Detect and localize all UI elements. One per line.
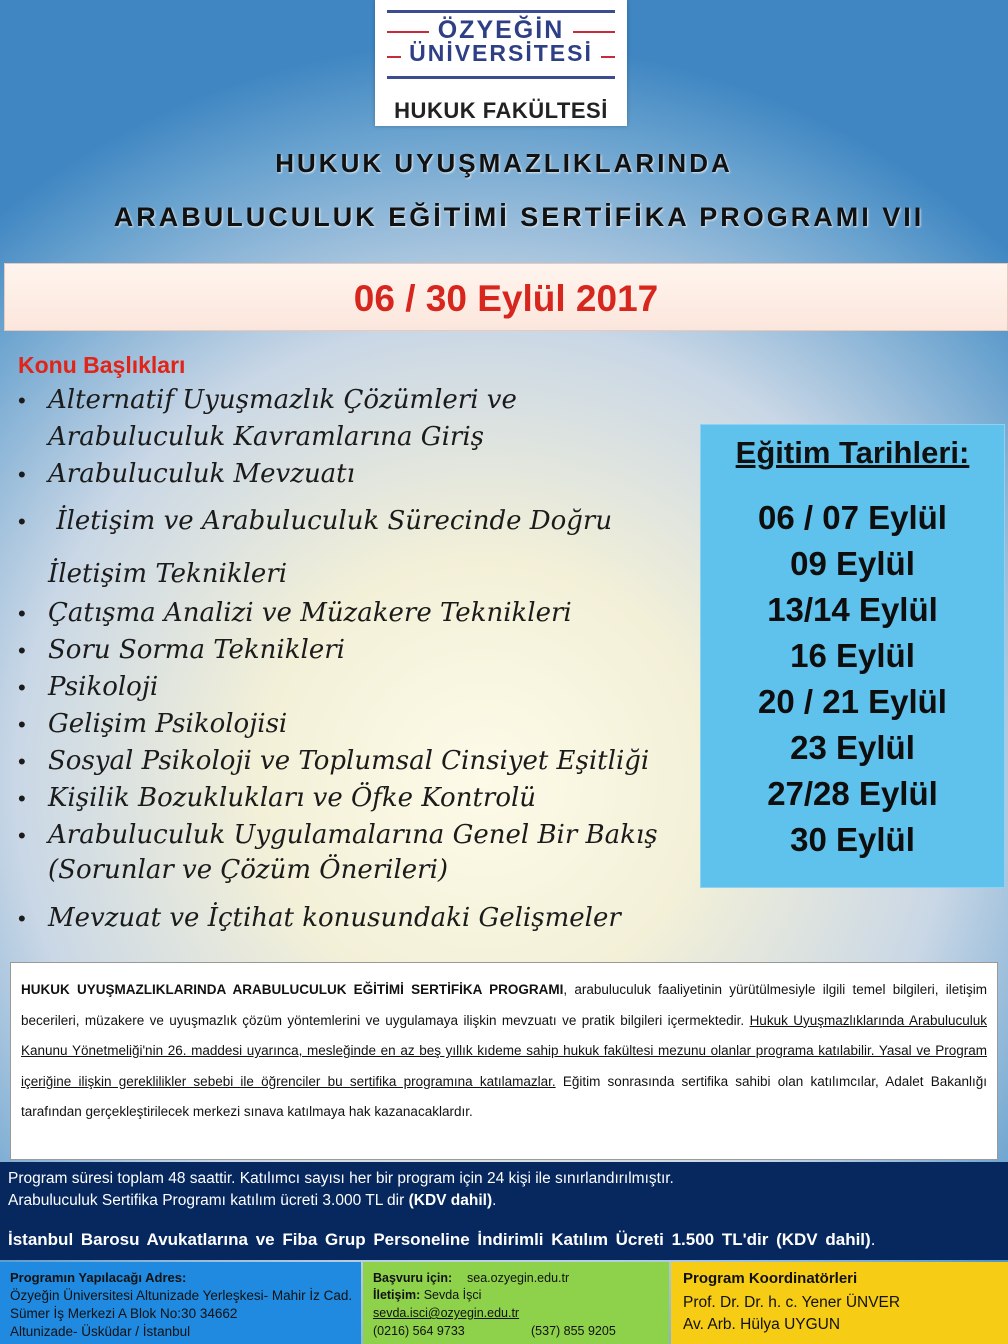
logo-bottom-bar <box>387 76 615 79</box>
topic-item: • Arabuluculuk Mevzuatı <box>18 456 355 493</box>
coordinator-name: Av. Arb. Hülya UYGUN <box>683 1316 841 1333</box>
program-name: HUKUK UYUŞMAZLIKLARINDA ARABULUCULUK EĞİTİMİ SERTİFİKA PROGRAMI <box>21 982 564 997</box>
bullet-icon: • <box>18 712 26 737</box>
training-dates-title: Eğitim Tarihleri: <box>735 435 970 470</box>
topic-item-continued: (Sorunlar ve Çözüm Önerileri) <box>48 855 449 885</box>
topic-item: • Soru Sorma Teknikleri <box>18 632 345 669</box>
training-date: 30 Eylül <box>790 821 915 858</box>
topic-item: • Alternatif Uyuşmazlık Çözümleri ve <box>18 382 517 419</box>
program-info-band <box>0 1162 1008 1260</box>
bullet-icon: • <box>18 601 26 626</box>
title-line1: HUKUK UYUŞMAZLIKLARINDA <box>275 148 733 178</box>
date-range-banner <box>4 263 1008 331</box>
program-description-box <box>10 962 998 1160</box>
topic-item: • Gelişim Psikolojisi <box>18 706 287 743</box>
logo-red-line-right-2 <box>601 56 615 58</box>
topic-item: • İletişim ve Arabuluculuk Sürecinde Doğru <box>18 503 612 540</box>
logo-line2: ÜNİVERSİTESİ <box>409 40 593 66</box>
program-fee: Arabuluculuk Sertifika Programı katılım ücreti 3.000 TL dir (KDV dahil). <box>8 1192 497 1209</box>
university-logo <box>375 0 627 126</box>
coordinators-panel <box>671 1262 1008 1344</box>
topic-item-continued: Arabuluculuk Kavramlarına Giriş <box>48 422 484 452</box>
logo-red-line-left <box>387 31 429 33</box>
contact-email-link[interactable]: sevda.isci@ozyegin.edu.tr <box>373 1306 520 1320</box>
training-date: 27/28 Eylül <box>767 775 938 812</box>
coordinator-name: Prof. Dr. Dr. h. c. Yener ÜNVER <box>683 1294 901 1311</box>
topic-item-continued: İletişim Teknikleri <box>48 559 288 589</box>
program-duration: Program süresi toplam 48 saattir. Katılımcı sayısı her bir program için 24 kişi ile sınırlandırılmıştır. <box>8 1170 674 1187</box>
logo-faculty: HUKUK FAKÜLTESİ <box>394 98 608 123</box>
logo-line1: ÖZYEĞİN <box>437 16 565 44</box>
training-date: 23 Eylül <box>790 729 915 766</box>
logo-red-line-left-2 <box>387 56 401 58</box>
address-line: Özyeğin Üniversitesi Altunizade Yerleşkesi- Mahir İz Cad. <box>10 1288 353 1303</box>
date-range: 06 / 30 Eylül 2017 <box>353 278 659 319</box>
apply-label: Başvuru için: <box>373 1271 453 1285</box>
topic-item: • Kişilik Bozuklukları ve Öfke Kontrolü <box>18 780 536 817</box>
training-date: 09 Eylül <box>790 545 915 582</box>
bullet-icon: • <box>18 906 26 931</box>
bullet-icon: • <box>18 509 26 534</box>
training-dates-box <box>700 424 1005 888</box>
bullet-icon: • <box>18 749 26 774</box>
coordinators-heading: Program Koordinatörleri <box>683 1270 858 1287</box>
title-line2: ARABULUCULUK EĞİTİMİ SERTİFİKA PROGRAMI VII <box>113 202 925 232</box>
contact-phone-1: (0216) 564 9733 <box>373 1324 465 1338</box>
logo-top-bar <box>387 10 615 13</box>
training-date: 20 / 21 Eylül <box>758 683 947 720</box>
address-heading: Programın Yapılacağı Adres: <box>10 1270 187 1285</box>
topic-item: • Mevzuat ve İçtihat konusundaki Gelişmeler <box>18 900 621 937</box>
topic-item: • Sosyal Psikoloji ve Toplumsal Cinsiyet Eşitliği <box>18 743 649 780</box>
eligibility-note: Hukuk Uyuşmazlıklarında Arabuluculuk Kanunu Yönetmeliği'nin 26. maddesi uyarınca, mesleğinde en az beş yıllık kıdeme sahip hukuk fakültesi mezunu olanlar programa katılabilir. Yasal ve Program içeriğine ilişkin gereklilikler sebebi ile öğrenciler bu sertifika programına katılamazlar. <box>21 1012 987 1089</box>
logo-red-line-right <box>573 31 615 33</box>
bullet-icon: • <box>18 786 26 811</box>
address-panel <box>0 1262 361 1344</box>
address-line: Altunizade- Üsküdar / İstanbul <box>10 1324 191 1339</box>
training-date: 06 / 07 Eylül <box>758 499 947 536</box>
program-description: HUKUK UYUŞMAZLIKLARINDA ARABULUCULUK EĞİTİMİ SERTİFİKA PROGRAMI, arabuluculuk faaliyetinin yürütülmesiyle ilgili temel bilgileri, iletişim becerileri, müzakere ve uyuşmazlık çözüm yöntemlerini ve uygulamaya ilişkin mevzuatı ve pratik bilgileri içermektedir. Hukuk Uyuşmazlıklarında Arabuluculuk Kanunu Yönetmeliği'nin 26. maddesi uyarınca, mesleğinde en az beş yıllık kıdeme sahip hukuk fakültesi mezunu olanlar programa katılabilir. Yasal ve Program içeriğine ilişkin gereklilikler sebebi ile öğrenciler bu sertifika programına katılamazlar. Eğitim sonrasında sertifika sahibi olan katılımcılar, Adalet Bakanlığı tarafından gerçekleştirilecek merkezi sınava katılmaya hak kazanacaklardır. <box>21 982 988 1119</box>
bullet-icon: • <box>18 823 26 848</box>
training-date: 16 Eylül <box>790 637 915 674</box>
bullet-icon: • <box>18 638 26 663</box>
bullet-icon: • <box>18 388 26 413</box>
discounted-fee: İstanbul Barosu Avukatlarına ve Fiba Grup Personeline İndirimli Katılım Ücreti 1.500 TL'dir (KDV dahil). <box>8 1230 876 1249</box>
application-panel <box>363 1262 669 1344</box>
training-date: 13/14 Eylül <box>767 591 938 628</box>
bullet-icon: • <box>18 462 26 487</box>
topic-item: • Arabuluculuk Uygulamalarına Genel Bir Bakış <box>18 817 658 854</box>
topics-heading: Konu Başlıkları <box>18 352 186 378</box>
contact-person: İletişim: Sevda İşci <box>373 1288 482 1302</box>
address-line: Sümer İş Merkezi A Blok No:30 34662 <box>10 1306 238 1321</box>
topic-item: • Çatışma Analizi ve Müzakere Teknikleri <box>18 595 572 632</box>
topic-item: • Psikoloji <box>18 669 158 706</box>
apply-website-link[interactable]: sea.ozyegin.edu.tr <box>467 1271 570 1285</box>
bullet-icon: • <box>18 675 26 700</box>
contact-phone-2: (537) 855 9205 <box>531 1324 616 1338</box>
